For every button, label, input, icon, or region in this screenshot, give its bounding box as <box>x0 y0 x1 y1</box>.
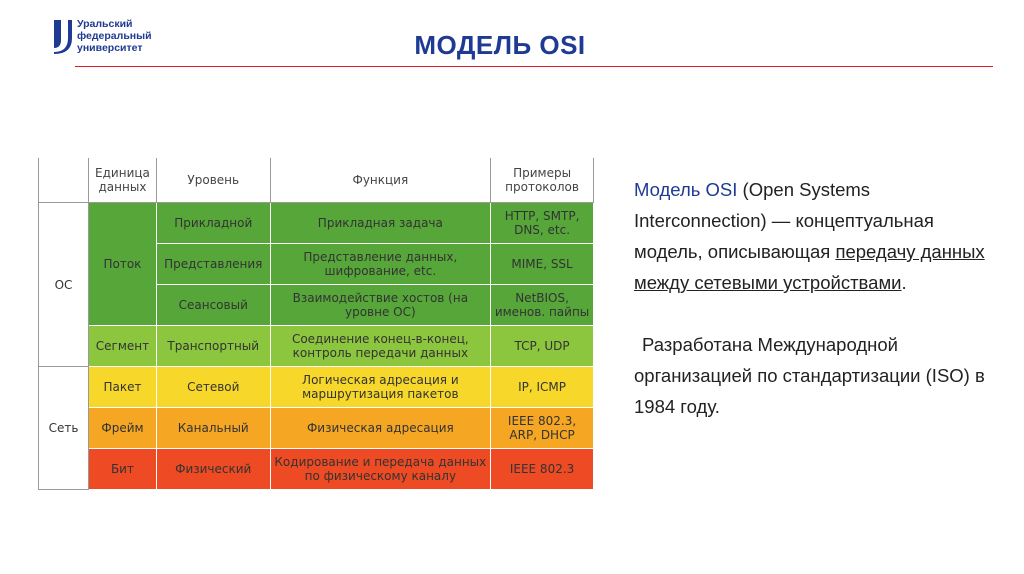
header-unit: Единица данных <box>89 158 157 203</box>
level-cell: Транспортный <box>156 326 270 367</box>
protocols-cell: IEEE 802.3, ARP, DHCP <box>491 408 594 449</box>
protocols-cell: IEEE 802.3 <box>491 449 594 490</box>
function-cell: Физическая адресация <box>270 408 491 449</box>
protocols-cell: NetBIOS, именов. пайпы <box>491 285 594 326</box>
unit-cell: Сегмент <box>89 326 157 367</box>
logo-line-2: федеральный <box>77 30 152 42</box>
level-cell: Канальный <box>156 408 270 449</box>
group-network: Сеть <box>39 367 89 490</box>
paragraph-definition <box>634 174 1004 298</box>
logo-line-3: университет <box>77 42 143 54</box>
protocols-cell: IP, ICMP <box>491 367 594 408</box>
table-row <box>39 367 594 408</box>
function-cell: Кодирование и передача данных по физическому каналу <box>270 449 491 490</box>
page-title: МОДЕЛЬ OSI <box>414 30 586 60</box>
paragraph-gap <box>634 298 1004 329</box>
unit-cell: Поток <box>89 203 157 326</box>
definition-text: (Open Systems Interconnection) — концептуальная модель, описывающая <box>634 179 934 262</box>
function-cell: Представление данных, шифрование, etc. <box>270 244 491 285</box>
function-cell: Логическая адресация и маршрутизация пакетов <box>270 367 491 408</box>
function-cell: Взаимодействие хостов (на уровне ОС) <box>270 285 491 326</box>
header-protocols: Примеры протоколов <box>491 158 594 203</box>
underlined-phrase: передачу данных между сетевыми устройствами <box>634 241 985 293</box>
protocols-cell: HTTP, SMTP, DNS, etc. <box>491 203 594 244</box>
protocols-cell: MIME, SSL <box>491 244 594 285</box>
definition-end: . <box>901 272 907 293</box>
unit-cell: Фрейм <box>89 408 157 449</box>
group-os: ОС <box>39 203 89 367</box>
title-divider <box>75 66 993 67</box>
table-row <box>39 326 594 367</box>
unit-cell: Пакет <box>89 367 157 408</box>
level-cell: Представления <box>156 244 270 285</box>
protocols-cell: TCP, UDP <box>491 326 594 367</box>
header-level: Уровень <box>156 158 270 203</box>
function-cell: Соединение конец-в-конец, контроль передачи данных <box>270 326 491 367</box>
term-osi: Модель OSI <box>634 179 738 200</box>
osi-layers-table <box>38 158 594 490</box>
level-cell: Прикладной <box>156 203 270 244</box>
header-function: Функция <box>270 158 491 203</box>
header-group <box>39 158 89 203</box>
table-row <box>39 203 594 244</box>
unit-cell: Бит <box>89 449 157 490</box>
table-row <box>39 449 594 490</box>
description-text <box>634 174 1004 422</box>
table-row <box>39 408 594 449</box>
level-cell: Сетевой <box>156 367 270 408</box>
table-header-row <box>39 158 594 203</box>
level-cell: Сеансовый <box>156 285 270 326</box>
function-cell: Прикладная задача <box>270 203 491 244</box>
paragraph-history: Разработана Международной организацией по стандартизации (ISO) в 1984 году. <box>634 334 985 417</box>
logo-line-1: Уральский <box>77 18 133 30</box>
level-cell: Физический <box>156 449 270 490</box>
